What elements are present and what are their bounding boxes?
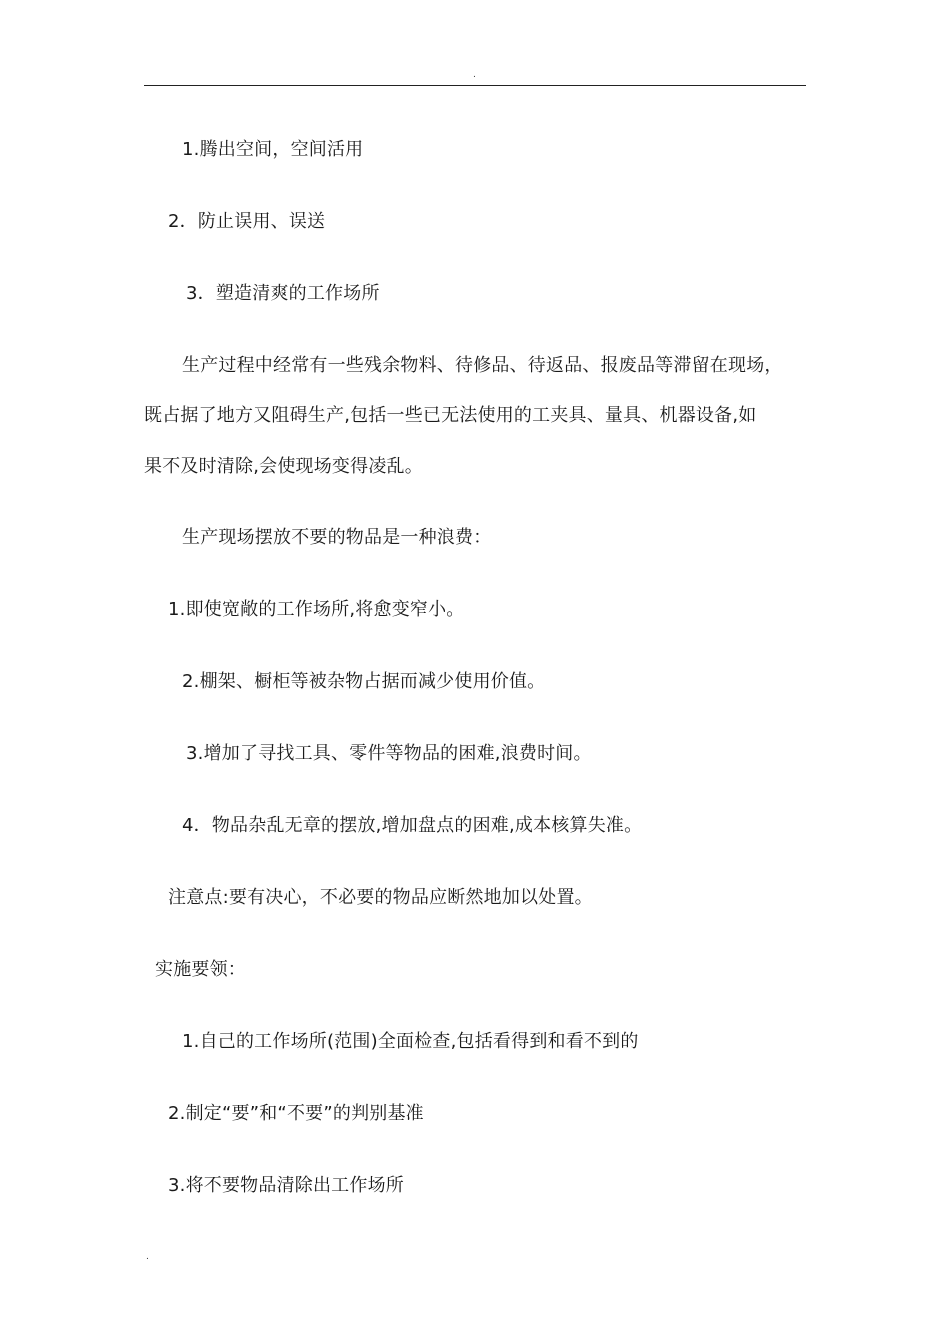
waste-item: 3.增加了寻找工具、零件等物品的困难,浪费时间。: [186, 743, 592, 764]
waste-heading: 生产现场摆放不要的物品是一种浪费：: [182, 527, 492, 548]
paragraph-line: 果不及时清除,会使现场变得凌乱。: [144, 456, 423, 477]
paragraph-line: 生产过程中经常有一些残余物料、待修品、待返品、报废品等滞留在现场，: [182, 355, 783, 376]
implementation-item: 1.自己的工作场所(范围)全面检查,包括看得到和看不到的: [182, 1031, 639, 1052]
header-rule: [144, 85, 806, 86]
waste-item: 2.棚架、橱柜等被杂物占据而减少使用价值。: [182, 671, 546, 692]
note-line: 注意点:要有决心，不必要的物品应断然地加以处置。: [168, 887, 593, 908]
header-marker: .: [473, 70, 476, 80]
implementation-item: 2.制定“要”和“不要”的判别基准: [168, 1103, 424, 1124]
implementation-heading: 实施要领：: [155, 959, 246, 980]
list-item-clean-workplace: 3．塑造清爽的工作场所: [186, 283, 380, 304]
paragraph-line: 既占据了地方又阻碍生产,包括一些已无法使用的工夹具、量具、机器设备,如: [144, 405, 757, 426]
list-item-make-space: 1.腾出空间，空间活用: [182, 139, 364, 160]
waste-item: 1.即使宽敞的工作场所,将愈变窄小。: [168, 599, 465, 620]
list-item-prevent-misuse: 2．防止误用、误送: [168, 211, 326, 232]
footer-marker: .: [146, 1252, 149, 1262]
implementation-item: 3.将不要物品清除出工作场所: [168, 1175, 404, 1196]
waste-item: 4．物品杂乱无章的摆放,增加盘点的困难,成本核算失准。: [182, 815, 643, 836]
